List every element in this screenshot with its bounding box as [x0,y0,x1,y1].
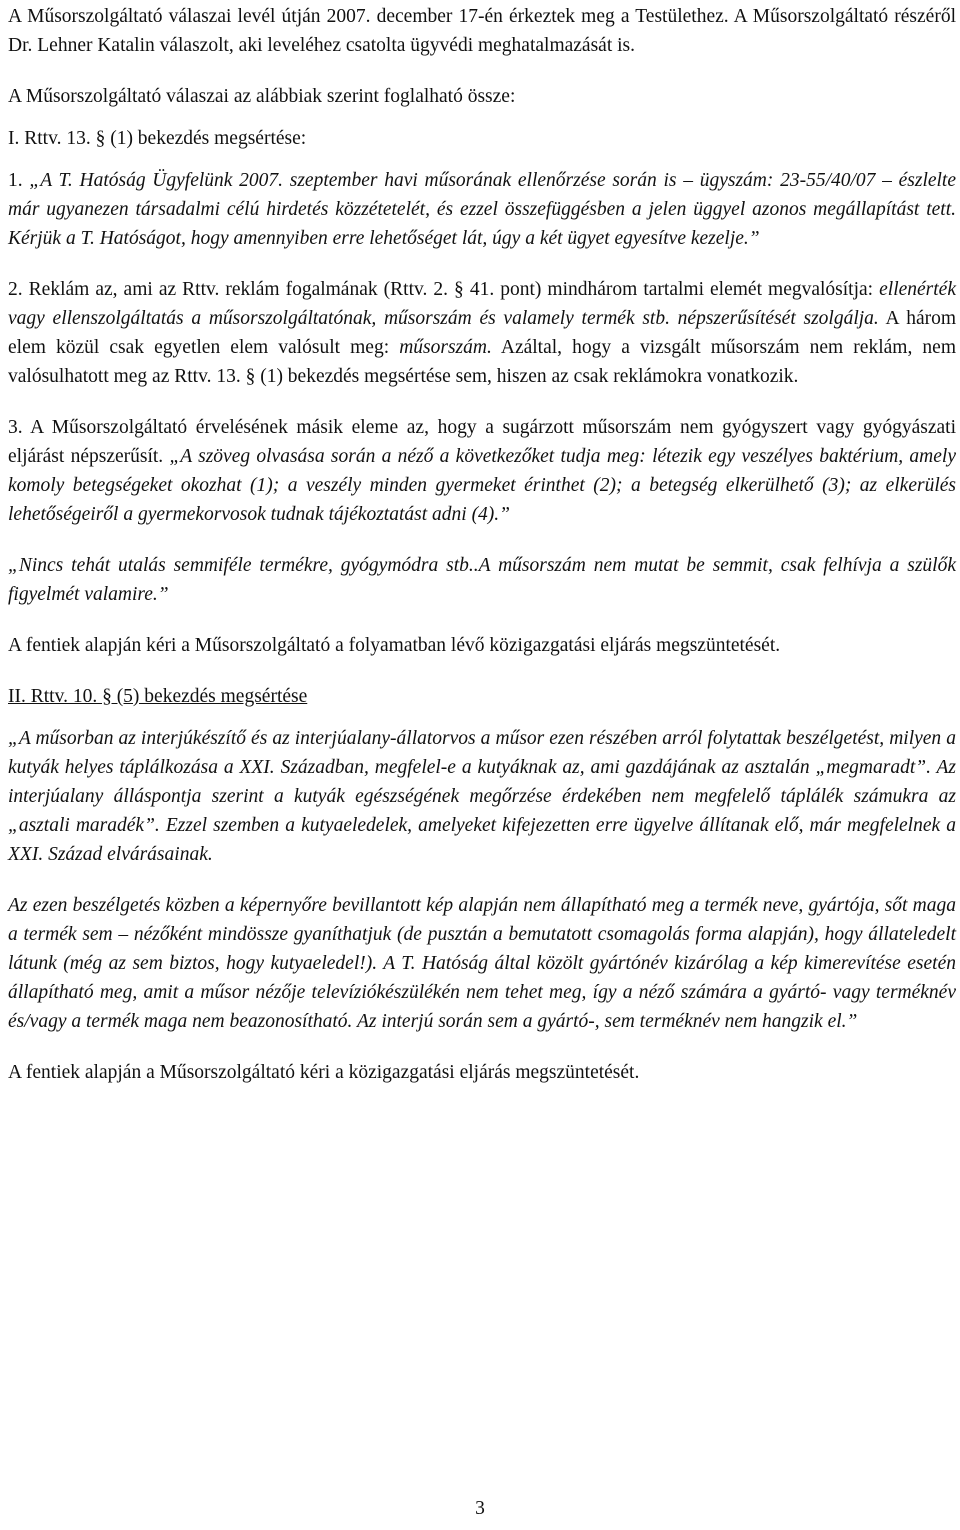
request-paragraph-1: A fentiek alapján kéri a Műsorszolgáltató a folyamatban lévő közigazgatási eljárás megszüntetését. [8,635,781,656]
section-heading-ii: II. Rttv. 10. § (5) bekezdés megsértése [8,686,308,707]
request-paragraph-2: A fentiek alapján a Műsorszolgáltató kéri a közigazgatási eljárás megszüntetését. [8,1062,640,1083]
point-1-paragraph [8,166,956,253]
section-heading-i: I. Rttv. 13. § (1) bekezdés megsértése: [8,128,307,149]
screen-image-paragraph: Az ezen beszélgetés közben a képernyőre bevillantott kép alapján nem állapítható meg a termék neve, gyártója, sőt maga a termék sem – nézőként mindössze gyaníthatjuk (de pusztán a bemutatott csomagolás forma alapján), hogy állateledelt látunk (még az sem biztos, hogy kutyaeledel!). A T. Hatóság által közölt gyártónév kizárólag a kép kimerevítése esetén állapítható meg, amit a műsor nézője televíziókészülékén nem tehet meg, így a néző számára a gyártó- vagy terméknév és/vagy a termék maga nem beazonosítható. Az interjú során sem a gyártó-, sem terméknév nem hangzik el.” [8,895,956,1032]
point-2-text-c: Azáltal, hogy a vizsgált műsorszám nem reklám, nem valósulhatott meg az Rttv. 13. § (1) bekezdés megsértése sem, hiszen az csak reklámokra vonatkozik. [8,337,956,387]
point-2-italic-a: ellenérték vagy ellenszolgáltatás a műsorszolgáltatónak, műsorszám és valamely termék stb. népszerűsítését szolgálja. [8,279,956,329]
document-page [8,2,956,1109]
page-number: 3 [475,1498,485,1519]
point-2-paragraph [8,275,956,391]
summary-intro: A Műsorszolgáltató válaszai az alábbiak szerint foglalható össze: [8,86,516,107]
point-2-text-b: A három elem közül csak egyetlen elem valósult meg: [8,308,957,358]
point-2-text-a: 2. Reklám az, ami az Rttv. reklám fogalmának (Rttv. 2. § 41. pont) mindhárom tartalmi elemét megvalósítja: [8,279,880,300]
intro-paragraph: A Műsorszolgáltató válaszai levél útján 2007. december 17-én érkeztek meg a Testülethez. A Műsorszolgáltató részéről Dr. Lehner Katalin válaszolt, aki leveléhez csatolta ügyvédi meghatalmazását is. [8,6,956,56]
interview-quote-paragraph: „A műsorban az interjúkészítő és az interjúalany-állatorvos a műsor ezen részében arról folytattak beszélgetést, milyen a kutyák helyes táplálkozása a XXI. Században, megfelel-e a kutyáknak az, ami gazdájának az asztalán „megmaradt”. Az interjúalany álláspontja szerint a kutyák egészségének megőrzése érdekében nem megfelelő táplálék számukra az „asztali maradék”. Ezzel szemben a kutyaeledelek, amelyeket kifejezetten erre ügyelve állítanak elő, már megfelelnek a XXI. Század elvárásainak. [8,728,956,865]
point-3-paragraph [8,413,956,529]
point-1-number: 1. [8,170,30,191]
point-1-quote: „A T. Hatóság Ügyfelünk 2007. szeptember havi műsorának ellenőrzése során is – ügyszám: 23-55/40/07 – észlelte már ugyanezen társadalmi célú hirdetés közzétetelét, és ezzel összefüggésben a jelen üggyel azonos megállapítást tett. Kérjük a T. Hatóságot, hogy amennyiben erre lehetőséget lát, úgy a két ügyet egyesítve kezelje.” [8,170,957,249]
quote-paragraph: „Nincs tehát utalás semmiféle termékre, gyógymódra stb..A műsorszám nem mutat be semmit, csak felhívja a szülők figyelmét valamire.” [8,555,956,605]
point-3-quote: „A szöveg olvasása során a néző a következőket tudja meg: létezik egy veszélyes baktérium, amely komoly betegségeket okozhat (1); a veszély minden gyermeket érinthet (2); a betegség elkerülhető (3); az elkerülés lehetőségeiről a gyermekorvosok tudnak tájékoztatást adni (4).” [8,446,956,525]
point-2-italic-b: műsorszám. [399,337,492,358]
point-3-text: 3. A Műsorszolgáltató érvelésének másik eleme az, hogy a sugárzott műsorszám nem gyógyszert vagy gyógyászati eljárást népszerűsít. [8,417,956,467]
